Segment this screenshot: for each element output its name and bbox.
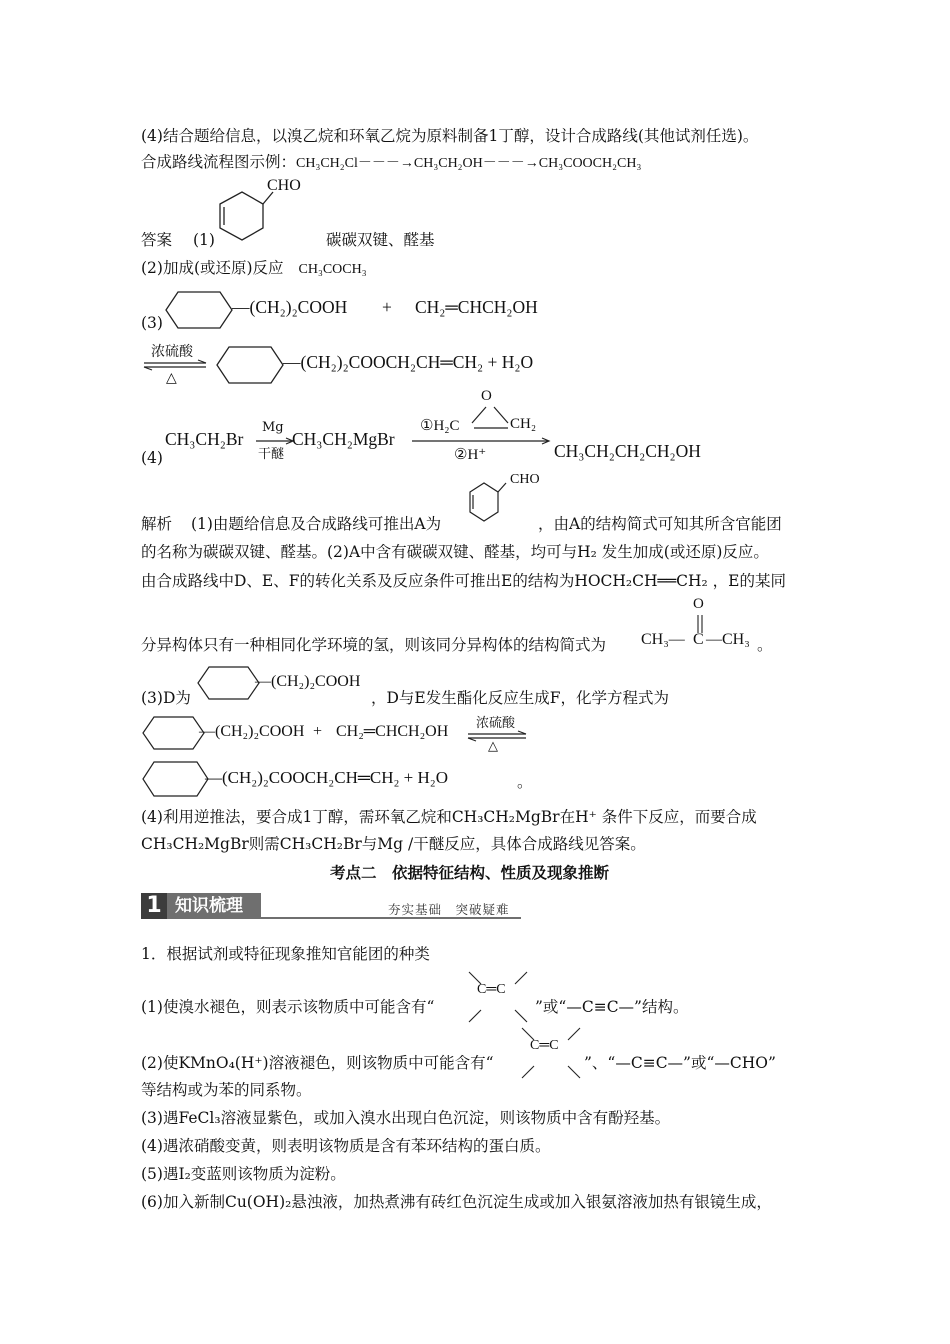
route4-step2-suffix: CH₂ xyxy=(510,416,537,432)
analysis-line-9: (4)利用逆推法，要合成1丁醇，需环氧乙烷和CH₃CH₂MgBr在H⁺ 条件下反应，而要合成 xyxy=(141,808,757,826)
answer-part2 xyxy=(141,257,367,281)
route4-step2-bottom: ②H⁺ xyxy=(454,447,487,463)
analysis-eq-cond-bottom: △ xyxy=(488,739,498,754)
knowledge-alkene-label-2: C═C xyxy=(530,1038,559,1053)
knowledge-item-3: (3)遇FeCl₃溶液显紫色，或加入溴水出现白色沉淀，则该物质中含有酚羟基。 xyxy=(141,1109,671,1127)
analysis-line-4: 分异构体只有一种相同化学环境的氢，则该同分异构体的结构简式为 xyxy=(141,636,607,654)
analysis-line-4-end: 。 xyxy=(757,636,773,654)
question-4: (4)结合题给信息，以溴乙烷和环氧乙烷为原料制备1丁醇，设计合成路线(其他试剂任选)。 xyxy=(141,127,759,145)
analysis-line-5c: ，D与E发生酯化反应生成F，化学方程式为 xyxy=(371,689,669,707)
section-banner-title: 知识梳理 xyxy=(167,893,261,919)
knowledge-item-2a: (2)使KMnO₄(H⁺)溶液褪色，则该物质中可能含有“ xyxy=(141,1054,494,1072)
answer-cyclohexene-cho-structure xyxy=(205,178,325,248)
analysis-line-10: CH₃CH₂MgBr则需CH₃CH₂Br与Mg /干醚反应，具体合成路线见答案。 xyxy=(141,835,646,853)
acetone-o: O xyxy=(693,596,704,612)
analysis-eq-reactant2: CH₂═CHCH₂OH xyxy=(336,723,449,740)
analysis-line-3: 由合成路线中D、E、F的转化关系及反应条件可推出E的结构为HOCH₂CH══CH₂ ，E的某同 xyxy=(141,572,787,590)
route4-intermediate: CH₃CH₂MgBr xyxy=(292,429,395,449)
eq3-condition-top: 浓硫酸 xyxy=(151,344,193,360)
knowledge-item-2b: ”、“—C≡C—”或“—CHO” xyxy=(584,1054,776,1072)
example-formula: CH₃CH₂Cl－－－→CH₃CH₂OH－－－→CH₃COOCH₂CH₃ xyxy=(296,156,642,171)
knowledge-item-5: (5)遇I₂变蓝则该物质为淀粉。 xyxy=(141,1165,346,1183)
analysis-line-2: 的名称为碳碳双键、醛基。(2)A中含有碳碳双键、醛基，均可与H₂ 发生加成(或还原)反应。 xyxy=(141,543,769,561)
eq3-reactant1: —(CH₂)₂COOH xyxy=(232,297,348,317)
knowledge-heading: 1．根据试剂或特征现象推知官能团的种类 xyxy=(141,945,430,963)
knowledge-alkene-label-1: C═C xyxy=(477,982,506,997)
eq3-product: —(CH₂)₂COOCH₂CH═CH₂ + H₂O xyxy=(283,352,534,372)
analysis-eq-reactant1: —(CH₂)₂COOH xyxy=(199,723,305,740)
answer-cho-label: CHO xyxy=(267,177,301,194)
section-banner-subtitle: 夯实基础 突破疑难 xyxy=(388,902,510,917)
analysis-label: 解析 xyxy=(141,515,173,533)
analysis-cho-label: CHO xyxy=(510,472,540,487)
knowledge-item-1b: ”或“—C≡C—”结构。 xyxy=(535,998,689,1016)
route4-step2-o: O xyxy=(481,388,492,404)
example-route xyxy=(141,151,641,175)
route4-start: CH₃CH₂Br xyxy=(165,429,244,449)
eq3-reactant2: CH₂═CHCH₂OH xyxy=(415,297,538,317)
route4-step1-bottom: 干醚 xyxy=(258,447,285,462)
knowledge-item-6: (6)加入新制Cu(OH)₂悬浊液，加热煮沸有砖红色沉淀生成或加入银氨溶液加热有银镜生成， xyxy=(141,1193,772,1211)
answer-part1-groups: 碳碳双键、醛基 xyxy=(326,231,435,249)
answer-part2-formula: CH₃COCH₃ xyxy=(298,262,367,277)
answer-label: 答案 xyxy=(141,231,173,249)
section-number-badge: 1 xyxy=(141,893,167,919)
knowledge-item-1a: (1)使溴水褪色，则表示该物质中可能含有“ xyxy=(141,998,435,1016)
knowledge-item-2c: 等结构或为苯的同系物。 xyxy=(141,1081,312,1099)
knowledge-item-4: (4)遇浓硝酸变黄，则表明该物质是含有苯环结构的蛋白质。 xyxy=(141,1137,551,1155)
analysis-d-formula: —(CH₂)₂COOH xyxy=(255,673,361,690)
analysis-eq-cond-top: 浓硫酸 xyxy=(476,716,516,731)
acetone-formula-mid: C xyxy=(693,631,704,648)
analysis-line-1a: (1)由题给信息及合成路线可推出A为 xyxy=(190,515,442,533)
answer-part1-num: (1) xyxy=(193,231,215,249)
alkene-structure-icon xyxy=(518,1026,588,1082)
analysis-line-5a: (3)D为 xyxy=(141,689,191,707)
analysis-eq-product: —(CH₂)₂COOCH₂CH═CH₂ + H₂O xyxy=(205,768,448,787)
section-title: 考点二 依据特征结构、性质及现象推断 xyxy=(330,863,610,882)
acetone-formula-right: —CH₃ xyxy=(706,631,750,648)
answer-part4-num: (4) xyxy=(141,449,163,467)
eq3-condition-bottom: △ xyxy=(166,370,177,386)
alkene-structure-icon xyxy=(465,970,535,1026)
route4-product: CH₃CH₂CH₂CH₂OH xyxy=(554,441,701,461)
eq3-plus: + xyxy=(382,297,392,317)
answer-part3-num: (3) xyxy=(141,314,163,332)
example-label: 合成路线流程图示例： xyxy=(141,153,297,171)
analysis-line-1 xyxy=(141,513,441,535)
bond-line-icon xyxy=(474,426,508,430)
analysis-eq-plus: + xyxy=(313,723,323,740)
answer-part2-text: (2)加成(或还原)反应 xyxy=(141,259,284,277)
route4-step1-top: Mg xyxy=(262,420,284,435)
analysis-eq-end: 。 xyxy=(517,773,533,791)
acetone-formula-left: CH₃— xyxy=(641,631,685,648)
arrow-icon xyxy=(412,437,552,445)
analysis-line-1b: ，由A的结构简式可知其所含官能团 xyxy=(538,515,782,533)
route4-step2-prefix: ①H₂C xyxy=(420,418,460,434)
